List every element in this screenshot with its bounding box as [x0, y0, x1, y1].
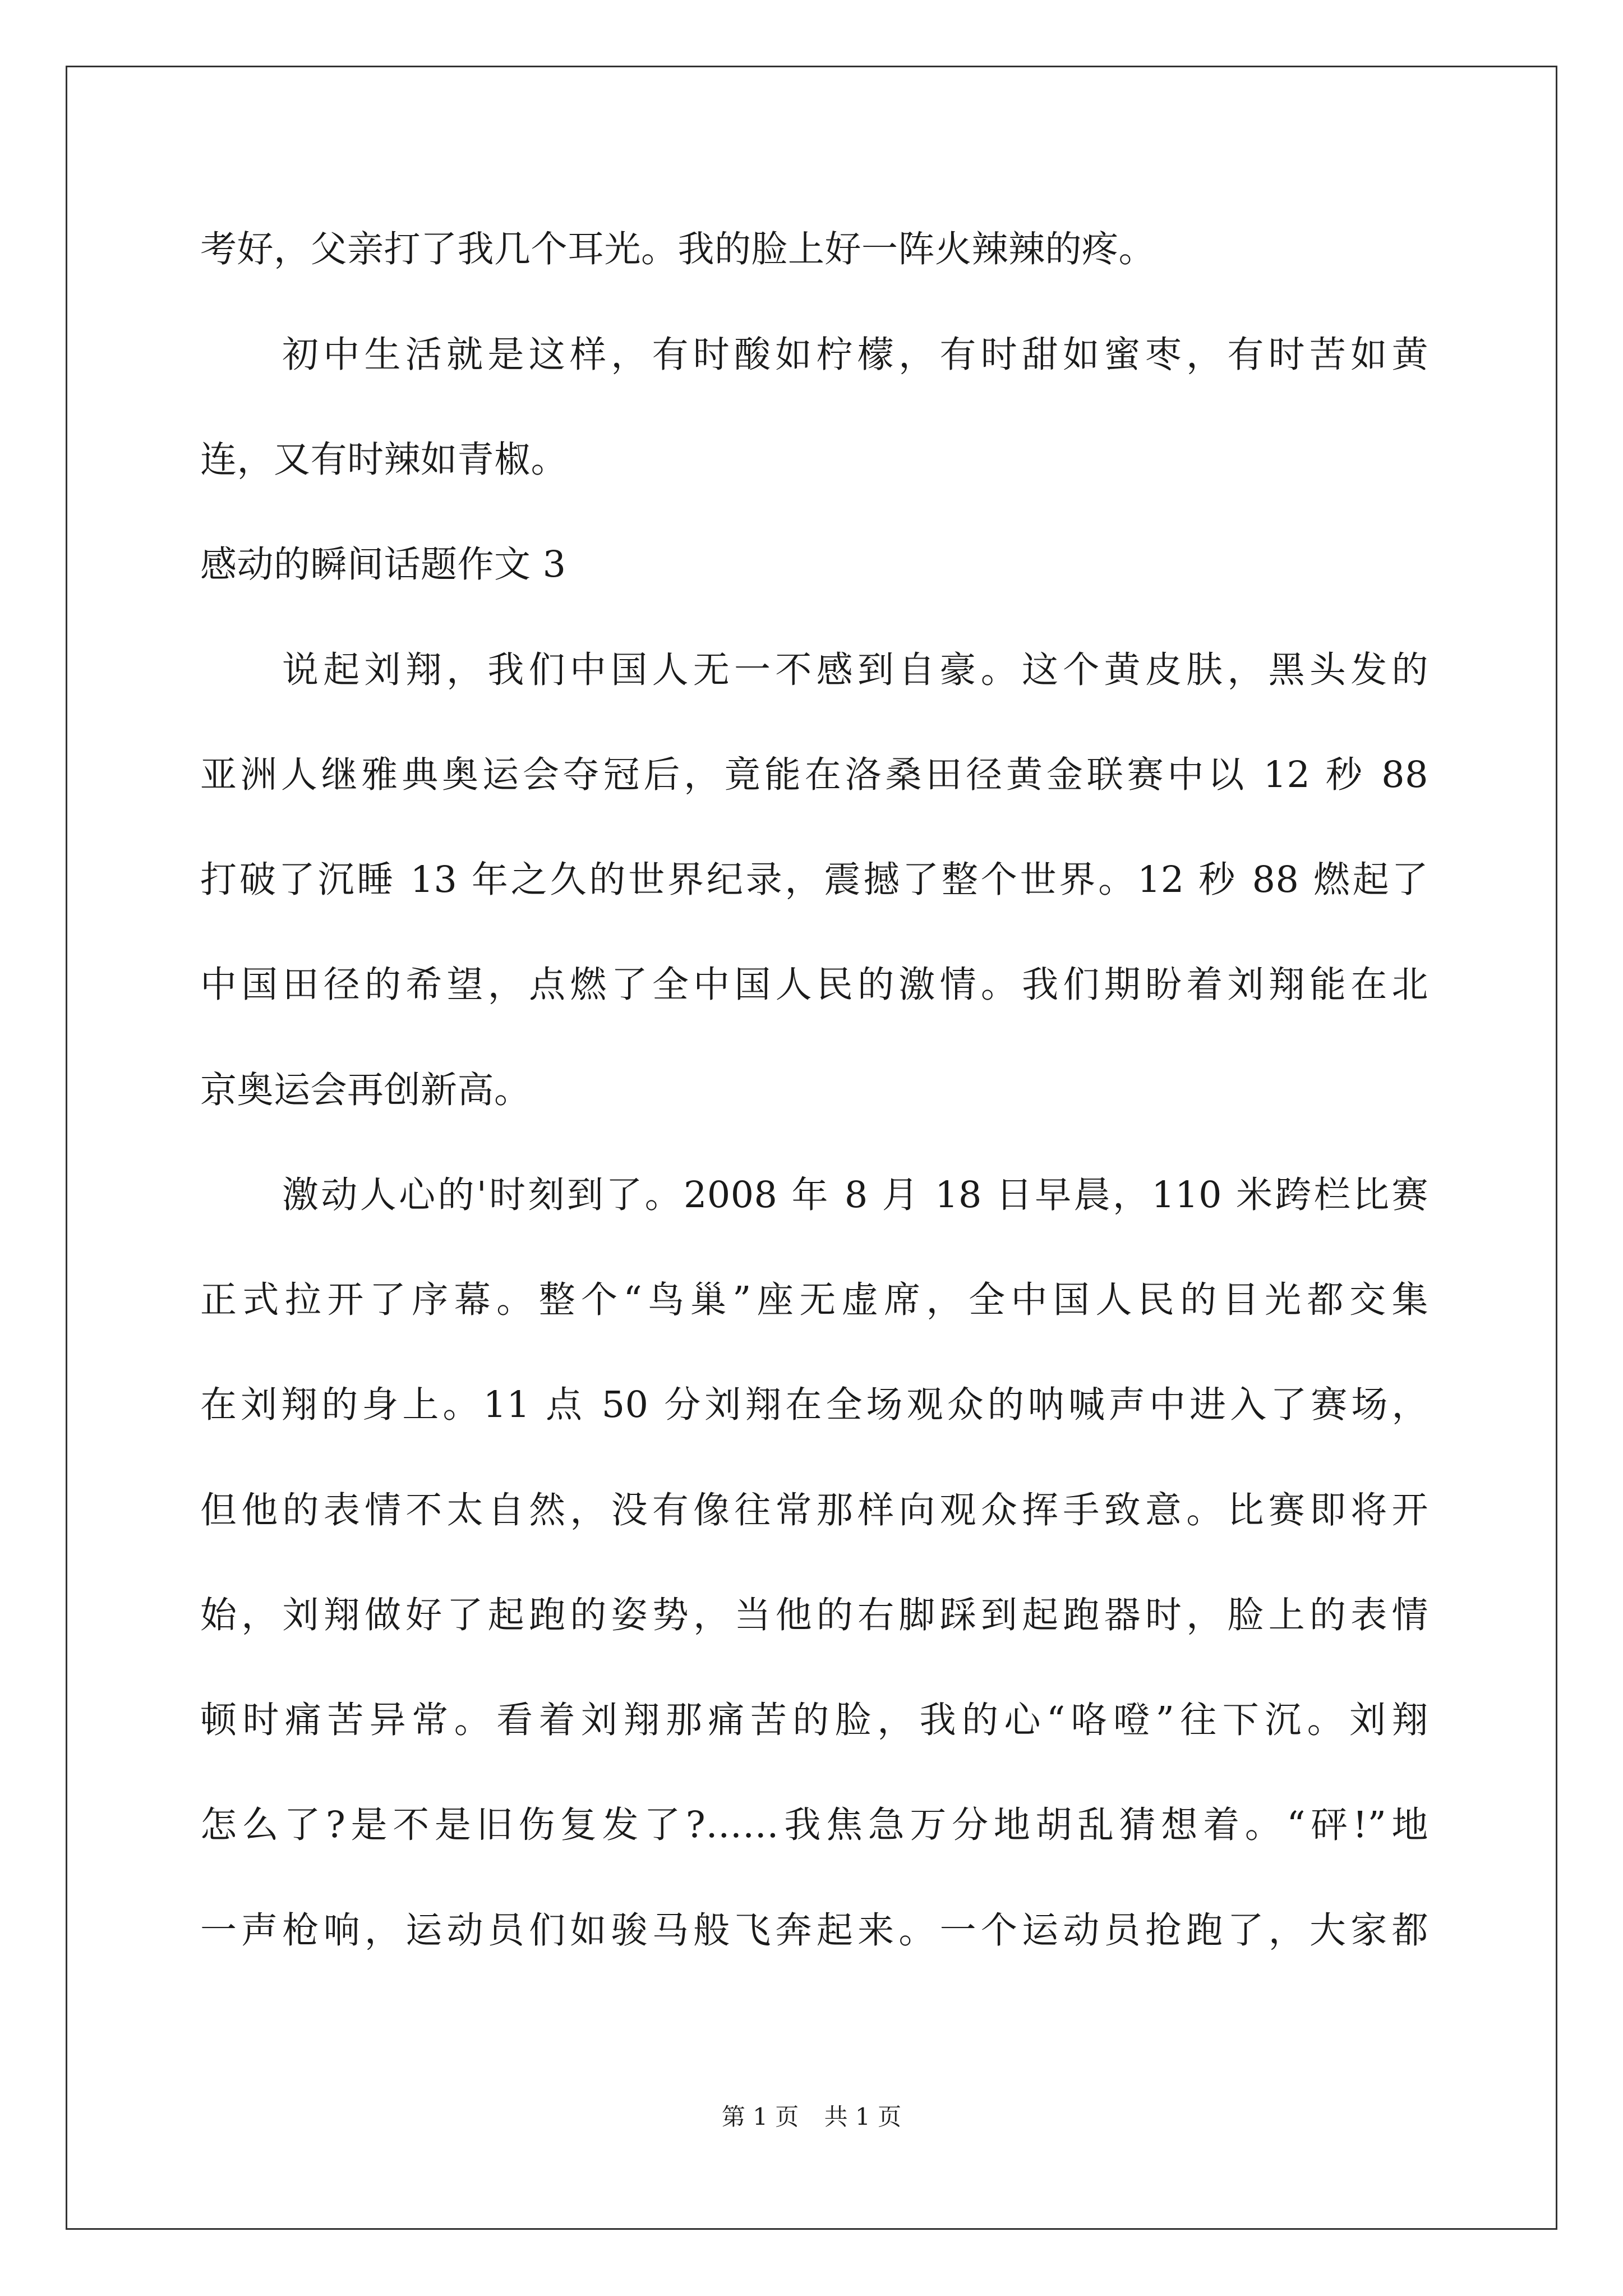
- text-line: 正式拉开了序幕。整个“鸟巢”座无虚席，全中国人民的目光都交集: [200, 1279, 1428, 1321]
- text-line: 在刘翔的身上。11 点 50 分刘翔在全场观众的呐喊声中进入了赛场，: [200, 1384, 1428, 1426]
- page-total: 共 1 页: [824, 2103, 902, 2131]
- text-line: 顿时痛苦异常。看着刘翔那痛苦的脸，我的心“咯噔”往下沉。刘翔: [200, 1699, 1428, 1741]
- page-number: 第 1 页: [721, 2103, 799, 2131]
- page-footer: [0, 2100, 1623, 2134]
- text-line: 激动人心的'时刻到了。2008 年 8 月 18 日早晨，110 米跨栏比赛: [282, 1174, 1428, 1216]
- text-line: 一声枪响，运动员们如骏马般飞奔起来。一个运动员抢跑了，大家都: [200, 1910, 1428, 1952]
- text-line: 怎么了?是不是旧伤复发了?……我焦急万分地胡乱猜想着。“砰!”地: [200, 1804, 1428, 1846]
- text-line: 京奥运会再创新高。: [200, 1069, 531, 1111]
- text-line: 打破了沉睡 13 年之久的世界纪录，震撼了整个世界。12 秒 88 燃起了: [200, 859, 1428, 901]
- text-line: 连，又有时辣如青椒。: [200, 439, 568, 481]
- text-line: 但他的表情不太自然，没有像往常那样向观众挥手致意。比赛即将开: [200, 1489, 1428, 1531]
- text-line: 初中生活就是这样，有时酸如柠檬，有时甜如蜜枣，有时苦如黄: [282, 334, 1428, 376]
- text-line: 始，刘翔做好了起跑的姿势，当他的右脚踩到起跑器时，脸上的表情: [200, 1594, 1428, 1636]
- text-line: 亚洲人继雅典奥运会夺冠后，竟能在洛桑田径黄金联赛中以 12 秒 88: [200, 754, 1428, 796]
- text-line: 说起刘翔，我们中国人无一不感到自豪。这个黄皮肤，黑头发的: [282, 649, 1428, 691]
- text-line: 考好，父亲打了我几个耳光。我的脸上好一阵火辣辣的疼。: [200, 228, 1156, 270]
- text-line: 中国田径的希望，点燃了全中国人民的激情。我们期盼着刘翔能在北: [200, 964, 1428, 1006]
- section-heading: 感动的瞬间话题作文 3: [200, 544, 566, 586]
